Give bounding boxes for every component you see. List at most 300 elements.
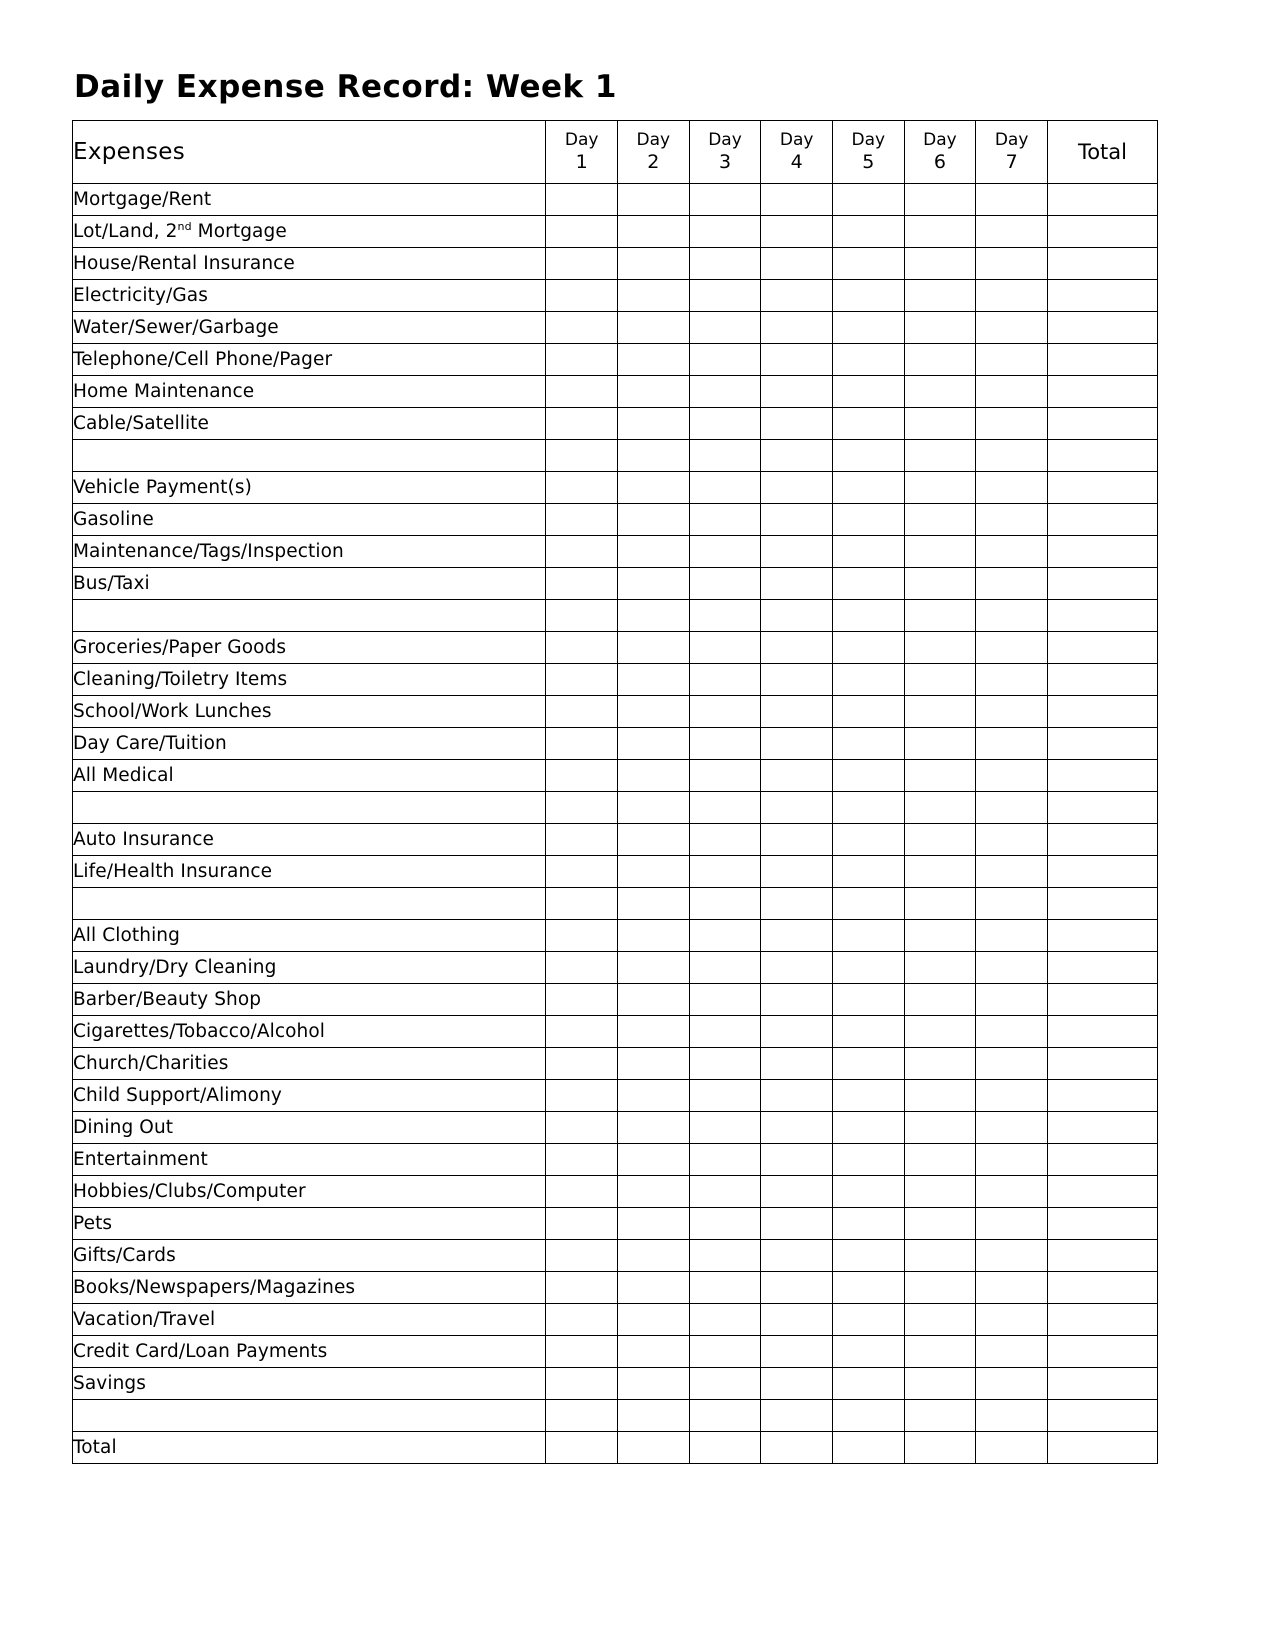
expense-day-cell[interactable] <box>689 600 761 632</box>
expense-day-cell[interactable] <box>689 824 761 856</box>
expense-day-cell[interactable] <box>976 1208 1048 1240</box>
expense-day-cell[interactable] <box>761 888 833 920</box>
expense-day-cell[interactable] <box>689 1368 761 1400</box>
expense-day-cell[interactable] <box>904 216 976 248</box>
expense-day-cell[interactable] <box>546 1336 618 1368</box>
expense-day-cell[interactable] <box>976 1144 1048 1176</box>
expense-day-cell[interactable] <box>904 1400 976 1432</box>
expense-day-cell[interactable] <box>832 1368 904 1400</box>
expense-day-cell[interactable] <box>761 1240 833 1272</box>
expense-total-cell[interactable] <box>1047 1176 1157 1208</box>
expense-day-cell[interactable] <box>904 472 976 504</box>
expense-day-cell[interactable] <box>904 1304 976 1336</box>
expense-day-cell[interactable] <box>546 1176 618 1208</box>
expense-total-cell[interactable] <box>1047 888 1157 920</box>
expense-day-cell[interactable] <box>689 408 761 440</box>
expense-day-cell[interactable] <box>904 920 976 952</box>
expense-day-cell[interactable] <box>976 824 1048 856</box>
expense-day-cell[interactable] <box>761 1176 833 1208</box>
expense-total-cell[interactable] <box>1047 952 1157 984</box>
expense-day-cell[interactable] <box>546 888 618 920</box>
expense-day-cell[interactable] <box>832 472 904 504</box>
expense-day-cell[interactable] <box>832 1048 904 1080</box>
expense-day-cell[interactable] <box>689 312 761 344</box>
expense-day-cell[interactable] <box>904 440 976 472</box>
expense-day-cell[interactable] <box>546 216 618 248</box>
expense-day-cell[interactable] <box>689 1272 761 1304</box>
expense-day-cell[interactable] <box>832 184 904 216</box>
expense-day-cell[interactable] <box>546 664 618 696</box>
expense-day-cell[interactable] <box>832 248 904 280</box>
expense-day-cell[interactable] <box>689 376 761 408</box>
expense-day-cell[interactable] <box>904 952 976 984</box>
expense-day-cell[interactable] <box>761 1112 833 1144</box>
expense-day-cell[interactable] <box>546 1368 618 1400</box>
expense-day-cell[interactable] <box>618 824 690 856</box>
expense-total-cell[interactable] <box>1047 984 1157 1016</box>
expense-day-cell[interactable] <box>904 568 976 600</box>
expense-day-cell[interactable] <box>546 1304 618 1336</box>
expense-day-cell[interactable] <box>761 952 833 984</box>
expense-day-cell[interactable] <box>689 504 761 536</box>
expense-total-cell[interactable] <box>1047 376 1157 408</box>
expense-day-cell[interactable] <box>618 1368 690 1400</box>
expense-day-cell[interactable] <box>689 1336 761 1368</box>
expense-day-cell[interactable] <box>832 344 904 376</box>
expense-day-cell[interactable] <box>618 984 690 1016</box>
expense-total-cell[interactable] <box>1047 344 1157 376</box>
expense-day-cell[interactable] <box>546 1432 618 1464</box>
expense-day-cell[interactable] <box>618 376 690 408</box>
expense-day-cell[interactable] <box>832 408 904 440</box>
expense-day-cell[interactable] <box>618 1144 690 1176</box>
expense-day-cell[interactable] <box>832 440 904 472</box>
expense-day-cell[interactable] <box>832 888 904 920</box>
expense-day-cell[interactable] <box>689 248 761 280</box>
expense-day-cell[interactable] <box>904 1016 976 1048</box>
expense-day-cell[interactable] <box>832 280 904 312</box>
expense-day-cell[interactable] <box>904 984 976 1016</box>
expense-day-cell[interactable] <box>976 760 1048 792</box>
expense-day-cell[interactable] <box>546 472 618 504</box>
expense-day-cell[interactable] <box>904 344 976 376</box>
expense-day-cell[interactable] <box>761 472 833 504</box>
expense-day-cell[interactable] <box>689 920 761 952</box>
expense-total-cell[interactable] <box>1047 1304 1157 1336</box>
expense-day-cell[interactable] <box>904 632 976 664</box>
expense-day-cell[interactable] <box>618 344 690 376</box>
expense-day-cell[interactable] <box>832 1080 904 1112</box>
expense-total-cell[interactable] <box>1047 568 1157 600</box>
expense-day-cell[interactable] <box>904 376 976 408</box>
expense-day-cell[interactable] <box>976 952 1048 984</box>
expense-day-cell[interactable] <box>904 696 976 728</box>
expense-day-cell[interactable] <box>832 632 904 664</box>
expense-day-cell[interactable] <box>832 536 904 568</box>
expense-day-cell[interactable] <box>618 1208 690 1240</box>
expense-day-cell[interactable] <box>689 664 761 696</box>
expense-day-cell[interactable] <box>761 728 833 760</box>
expense-day-cell[interactable] <box>761 408 833 440</box>
expense-day-cell[interactable] <box>904 792 976 824</box>
expense-day-cell[interactable] <box>976 1112 1048 1144</box>
expense-day-cell[interactable] <box>976 792 1048 824</box>
expense-day-cell[interactable] <box>618 280 690 312</box>
expense-day-cell[interactable] <box>904 664 976 696</box>
expense-day-cell[interactable] <box>832 984 904 1016</box>
expense-total-cell[interactable] <box>1047 664 1157 696</box>
expense-total-cell[interactable] <box>1047 1048 1157 1080</box>
expense-day-cell[interactable] <box>832 760 904 792</box>
expense-day-cell[interactable] <box>976 856 1048 888</box>
expense-day-cell[interactable] <box>689 1048 761 1080</box>
expense-day-cell[interactable] <box>832 600 904 632</box>
expense-day-cell[interactable] <box>689 536 761 568</box>
expense-day-cell[interactable] <box>546 536 618 568</box>
expense-day-cell[interactable] <box>689 1112 761 1144</box>
expense-day-cell[interactable] <box>761 1272 833 1304</box>
expense-day-cell[interactable] <box>546 248 618 280</box>
expense-day-cell[interactable] <box>832 1432 904 1464</box>
expense-total-cell[interactable] <box>1047 696 1157 728</box>
expense-day-cell[interactable] <box>976 536 1048 568</box>
expense-day-cell[interactable] <box>761 504 833 536</box>
expense-day-cell[interactable] <box>904 1176 976 1208</box>
expense-day-cell[interactable] <box>689 1144 761 1176</box>
expense-day-cell[interactable] <box>689 1080 761 1112</box>
expense-day-cell[interactable] <box>546 1112 618 1144</box>
expense-day-cell[interactable] <box>618 1048 690 1080</box>
expense-day-cell[interactable] <box>618 248 690 280</box>
expense-day-cell[interactable] <box>761 344 833 376</box>
expense-total-cell[interactable] <box>1047 472 1157 504</box>
expense-day-cell[interactable] <box>618 1240 690 1272</box>
expense-day-cell[interactable] <box>546 408 618 440</box>
expense-day-cell[interactable] <box>689 792 761 824</box>
expense-day-cell[interactable] <box>689 568 761 600</box>
expense-day-cell[interactable] <box>976 888 1048 920</box>
expense-day-cell[interactable] <box>546 1272 618 1304</box>
expense-day-cell[interactable] <box>546 184 618 216</box>
expense-day-cell[interactable] <box>618 664 690 696</box>
expense-day-cell[interactable] <box>904 536 976 568</box>
expense-day-cell[interactable] <box>761 1336 833 1368</box>
expense-day-cell[interactable] <box>618 1272 690 1304</box>
expense-day-cell[interactable] <box>546 696 618 728</box>
expense-day-cell[interactable] <box>976 216 1048 248</box>
expense-day-cell[interactable] <box>689 1176 761 1208</box>
expense-day-cell[interactable] <box>689 184 761 216</box>
expense-day-cell[interactable] <box>976 664 1048 696</box>
expense-day-cell[interactable] <box>761 568 833 600</box>
expense-day-cell[interactable] <box>832 1112 904 1144</box>
expense-day-cell[interactable] <box>761 280 833 312</box>
expense-day-cell[interactable] <box>618 312 690 344</box>
expense-day-cell[interactable] <box>689 632 761 664</box>
expense-day-cell[interactable] <box>689 1016 761 1048</box>
expense-day-cell[interactable] <box>976 184 1048 216</box>
expense-day-cell[interactable] <box>761 792 833 824</box>
expense-day-cell[interactable] <box>976 1272 1048 1304</box>
expense-day-cell[interactable] <box>618 1016 690 1048</box>
expense-day-cell[interactable] <box>546 1016 618 1048</box>
expense-day-cell[interactable] <box>832 1400 904 1432</box>
expense-day-cell[interactable] <box>689 984 761 1016</box>
expense-total-cell[interactable] <box>1047 1272 1157 1304</box>
expense-day-cell[interactable] <box>761 984 833 1016</box>
expense-total-cell[interactable] <box>1047 856 1157 888</box>
expense-day-cell[interactable] <box>832 376 904 408</box>
expense-day-cell[interactable] <box>546 760 618 792</box>
expense-day-cell[interactable] <box>904 1336 976 1368</box>
expense-total-cell[interactable] <box>1047 1080 1157 1112</box>
expense-day-cell[interactable] <box>546 1400 618 1432</box>
expense-day-cell[interactable] <box>976 504 1048 536</box>
expense-day-cell[interactable] <box>761 920 833 952</box>
expense-total-cell[interactable] <box>1047 1240 1157 1272</box>
expense-day-cell[interactable] <box>904 1240 976 1272</box>
expense-day-cell[interactable] <box>976 632 1048 664</box>
expense-day-cell[interactable] <box>976 1240 1048 1272</box>
expense-total-cell[interactable] <box>1047 632 1157 664</box>
expense-day-cell[interactable] <box>546 568 618 600</box>
expense-day-cell[interactable] <box>904 1112 976 1144</box>
expense-total-cell[interactable] <box>1047 1208 1157 1240</box>
expense-day-cell[interactable] <box>976 920 1048 952</box>
expense-day-cell[interactable] <box>832 664 904 696</box>
expense-day-cell[interactable] <box>689 1240 761 1272</box>
expense-day-cell[interactable] <box>761 760 833 792</box>
expense-day-cell[interactable] <box>546 1208 618 1240</box>
expense-day-cell[interactable] <box>761 216 833 248</box>
expense-day-cell[interactable] <box>689 888 761 920</box>
expense-total-cell[interactable] <box>1047 408 1157 440</box>
expense-total-cell[interactable] <box>1047 248 1157 280</box>
expense-total-cell[interactable] <box>1047 440 1157 472</box>
expense-day-cell[interactable] <box>904 1048 976 1080</box>
expense-day-cell[interactable] <box>976 344 1048 376</box>
expense-day-cell[interactable] <box>832 312 904 344</box>
expense-total-cell[interactable] <box>1047 792 1157 824</box>
expense-day-cell[interactable] <box>689 952 761 984</box>
expense-day-cell[interactable] <box>976 408 1048 440</box>
expense-day-cell[interactable] <box>976 1176 1048 1208</box>
expense-day-cell[interactable] <box>618 1432 690 1464</box>
expense-day-cell[interactable] <box>618 1080 690 1112</box>
expense-total-cell[interactable] <box>1047 504 1157 536</box>
expense-day-cell[interactable] <box>976 280 1048 312</box>
expense-day-cell[interactable] <box>689 696 761 728</box>
expense-day-cell[interactable] <box>761 1432 833 1464</box>
expense-day-cell[interactable] <box>904 1208 976 1240</box>
expense-day-cell[interactable] <box>832 1240 904 1272</box>
expense-day-cell[interactable] <box>689 1400 761 1432</box>
expense-day-cell[interactable] <box>976 1368 1048 1400</box>
expense-day-cell[interactable] <box>689 1208 761 1240</box>
expense-day-cell[interactable] <box>832 920 904 952</box>
expense-day-cell[interactable] <box>618 696 690 728</box>
expense-day-cell[interactable] <box>832 1272 904 1304</box>
expense-day-cell[interactable] <box>761 440 833 472</box>
expense-day-cell[interactable] <box>832 696 904 728</box>
expense-day-cell[interactable] <box>904 1432 976 1464</box>
expense-day-cell[interactable] <box>832 504 904 536</box>
expense-day-cell[interactable] <box>546 856 618 888</box>
expense-day-cell[interactable] <box>976 1400 1048 1432</box>
expense-total-cell[interactable] <box>1047 920 1157 952</box>
expense-day-cell[interactable] <box>618 1112 690 1144</box>
expense-day-cell[interactable] <box>976 1016 1048 1048</box>
expense-day-cell[interactable] <box>832 568 904 600</box>
expense-day-cell[interactable] <box>689 856 761 888</box>
expense-day-cell[interactable] <box>689 280 761 312</box>
expense-day-cell[interactable] <box>761 1400 833 1432</box>
expense-day-cell[interactable] <box>832 952 904 984</box>
expense-day-cell[interactable] <box>976 984 1048 1016</box>
expense-day-cell[interactable] <box>546 632 618 664</box>
expense-total-cell[interactable] <box>1047 1336 1157 1368</box>
expense-day-cell[interactable] <box>976 472 1048 504</box>
expense-day-cell[interactable] <box>618 1176 690 1208</box>
expense-day-cell[interactable] <box>832 792 904 824</box>
expense-day-cell[interactable] <box>761 1304 833 1336</box>
expense-total-cell[interactable] <box>1047 280 1157 312</box>
expense-day-cell[interactable] <box>976 1048 1048 1080</box>
expense-total-cell[interactable] <box>1047 312 1157 344</box>
expense-day-cell[interactable] <box>832 1336 904 1368</box>
expense-day-cell[interactable] <box>689 472 761 504</box>
expense-day-cell[interactable] <box>904 280 976 312</box>
expense-day-cell[interactable] <box>618 440 690 472</box>
expense-day-cell[interactable] <box>618 888 690 920</box>
expense-day-cell[interactable] <box>546 1048 618 1080</box>
expense-day-cell[interactable] <box>976 376 1048 408</box>
expense-day-cell[interactable] <box>904 888 976 920</box>
expense-day-cell[interactable] <box>904 504 976 536</box>
expense-day-cell[interactable] <box>546 312 618 344</box>
expense-day-cell[interactable] <box>761 1208 833 1240</box>
expense-total-cell[interactable] <box>1047 184 1157 216</box>
expense-day-cell[interactable] <box>618 1336 690 1368</box>
expense-day-cell[interactable] <box>976 1432 1048 1464</box>
expense-day-cell[interactable] <box>832 1304 904 1336</box>
expense-day-cell[interactable] <box>618 184 690 216</box>
expense-day-cell[interactable] <box>618 408 690 440</box>
expense-day-cell[interactable] <box>832 1144 904 1176</box>
expense-day-cell[interactable] <box>618 728 690 760</box>
expense-day-cell[interactable] <box>761 536 833 568</box>
expense-day-cell[interactable] <box>546 600 618 632</box>
expense-total-cell[interactable] <box>1047 1112 1157 1144</box>
expense-total-cell[interactable] <box>1047 1144 1157 1176</box>
expense-day-cell[interactable] <box>832 1208 904 1240</box>
expense-total-cell[interactable] <box>1047 216 1157 248</box>
expense-day-cell[interactable] <box>976 696 1048 728</box>
expense-day-cell[interactable] <box>546 824 618 856</box>
expense-day-cell[interactable] <box>761 856 833 888</box>
expense-day-cell[interactable] <box>618 792 690 824</box>
expense-total-cell[interactable] <box>1047 600 1157 632</box>
expense-day-cell[interactable] <box>546 376 618 408</box>
expense-day-cell[interactable] <box>904 312 976 344</box>
expense-day-cell[interactable] <box>546 1144 618 1176</box>
expense-day-cell[interactable] <box>618 1400 690 1432</box>
expense-day-cell[interactable] <box>832 1016 904 1048</box>
expense-day-cell[interactable] <box>976 248 1048 280</box>
expense-total-cell[interactable] <box>1047 1016 1157 1048</box>
expense-day-cell[interactable] <box>761 1048 833 1080</box>
expense-day-cell[interactable] <box>832 1176 904 1208</box>
expense-day-cell[interactable] <box>832 728 904 760</box>
expense-day-cell[interactable] <box>976 312 1048 344</box>
expense-day-cell[interactable] <box>904 824 976 856</box>
expense-day-cell[interactable] <box>618 920 690 952</box>
expense-day-cell[interactable] <box>689 760 761 792</box>
expense-day-cell[interactable] <box>832 216 904 248</box>
expense-day-cell[interactable] <box>832 856 904 888</box>
expense-day-cell[interactable] <box>546 280 618 312</box>
expense-day-cell[interactable] <box>904 248 976 280</box>
expense-day-cell[interactable] <box>761 632 833 664</box>
expense-day-cell[interactable] <box>904 1080 976 1112</box>
expense-day-cell[interactable] <box>976 1080 1048 1112</box>
expense-day-cell[interactable] <box>618 952 690 984</box>
expense-day-cell[interactable] <box>546 792 618 824</box>
expense-day-cell[interactable] <box>761 664 833 696</box>
expense-day-cell[interactable] <box>976 568 1048 600</box>
expense-day-cell[interactable] <box>546 920 618 952</box>
expense-day-cell[interactable] <box>904 1144 976 1176</box>
expense-day-cell[interactable] <box>546 952 618 984</box>
expense-day-cell[interactable] <box>904 760 976 792</box>
expense-day-cell[interactable] <box>618 472 690 504</box>
expense-day-cell[interactable] <box>761 824 833 856</box>
expense-day-cell[interactable] <box>761 696 833 728</box>
expense-day-cell[interactable] <box>904 600 976 632</box>
expense-day-cell[interactable] <box>546 1240 618 1272</box>
expense-day-cell[interactable] <box>761 184 833 216</box>
expense-day-cell[interactable] <box>976 600 1048 632</box>
expense-day-cell[interactable] <box>546 440 618 472</box>
expense-day-cell[interactable] <box>761 376 833 408</box>
expense-day-cell[interactable] <box>689 728 761 760</box>
expense-day-cell[interactable] <box>904 728 976 760</box>
expense-day-cell[interactable] <box>976 728 1048 760</box>
expense-total-cell[interactable] <box>1047 760 1157 792</box>
expense-day-cell[interactable] <box>618 568 690 600</box>
expense-day-cell[interactable] <box>832 824 904 856</box>
expense-day-cell[interactable] <box>904 856 976 888</box>
expense-day-cell[interactable] <box>689 216 761 248</box>
expense-day-cell[interactable] <box>689 1432 761 1464</box>
expense-day-cell[interactable] <box>904 184 976 216</box>
expense-day-cell[interactable] <box>761 600 833 632</box>
expense-day-cell[interactable] <box>761 1368 833 1400</box>
expense-day-cell[interactable] <box>904 1368 976 1400</box>
expense-day-cell[interactable] <box>904 408 976 440</box>
expense-total-cell[interactable] <box>1047 728 1157 760</box>
expense-day-cell[interactable] <box>618 504 690 536</box>
expense-day-cell[interactable] <box>761 312 833 344</box>
expense-day-cell[interactable] <box>618 1304 690 1336</box>
expense-day-cell[interactable] <box>546 984 618 1016</box>
expense-day-cell[interactable] <box>618 216 690 248</box>
expense-day-cell[interactable] <box>689 1304 761 1336</box>
expense-total-cell[interactable] <box>1047 1432 1157 1464</box>
expense-day-cell[interactable] <box>618 856 690 888</box>
expense-day-cell[interactable] <box>761 248 833 280</box>
expense-total-cell[interactable] <box>1047 824 1157 856</box>
